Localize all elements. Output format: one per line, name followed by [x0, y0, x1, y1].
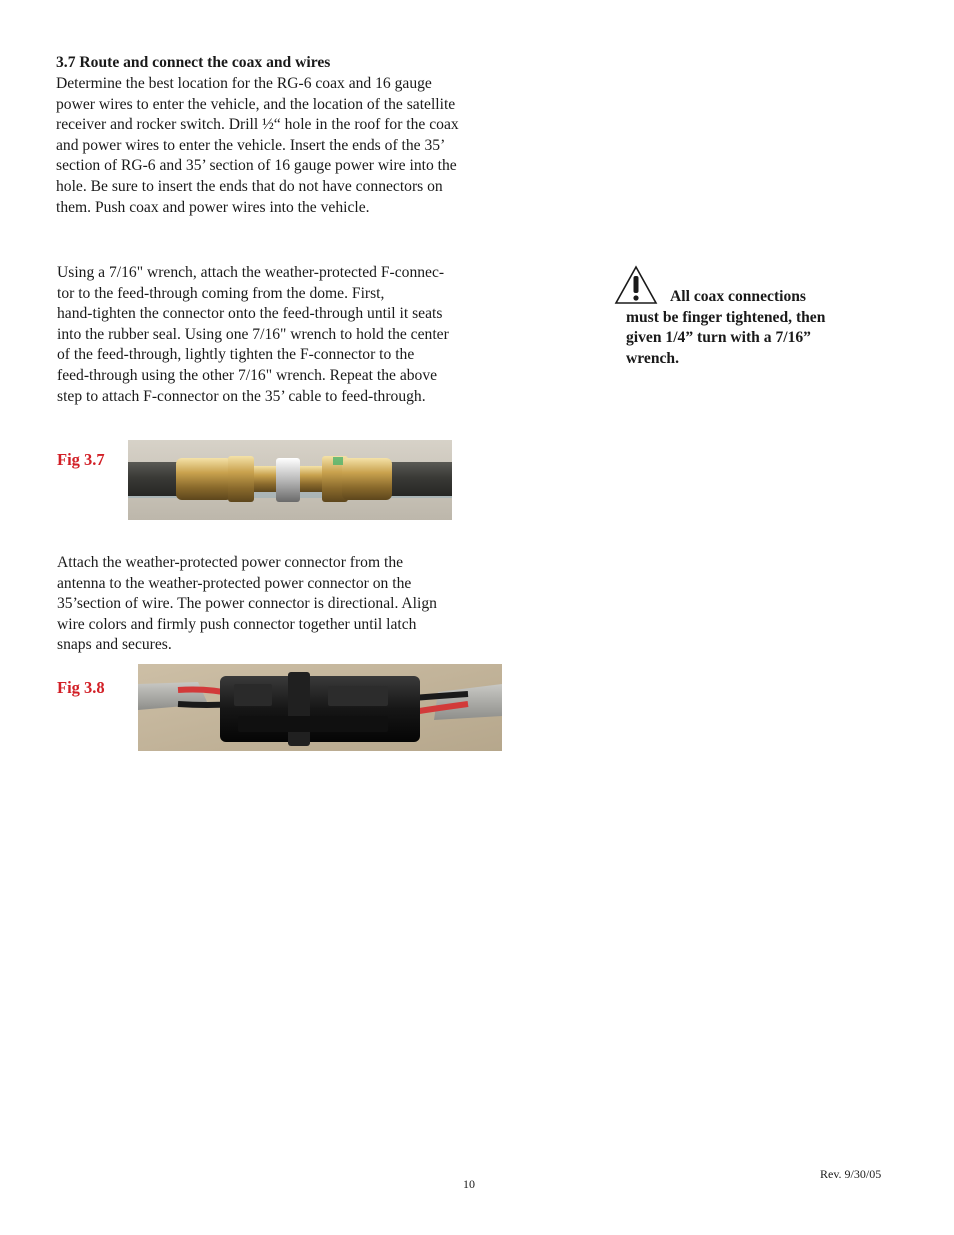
text-line: receiver and rocker switch. Drill ½“ hole in the roof for the coax [56, 116, 459, 134]
text-line: Using a 7/16" wrench, attach the weather-protected F-connec- [57, 264, 445, 281]
section-heading: 3.7 Route and connect the coax and wires [56, 54, 331, 71]
paragraph-power-connector [57, 553, 517, 656]
text-line: Attach the weather-protected power connector from the [57, 554, 404, 571]
text-line: of the feed-through, lightly tighten the F-connector to the [57, 346, 415, 364]
warning-line: wrench. [626, 349, 679, 367]
text-line: hole. Be sure to insert the ends that do not have connectors on [56, 177, 443, 195]
text-line: tor to the feed-through coming from the dome. First, [57, 284, 385, 302]
text-line: wire colors and firmly push connector together until latch [57, 615, 417, 633]
text-line: power wires to enter the vehicle, and the location of the satellite [56, 95, 456, 113]
text-line: section of RG-6 and 35’ section of 16 gauge power wire into the [56, 157, 457, 175]
fig-3-8-photo [138, 664, 502, 751]
warning-line: All coax connections [670, 288, 807, 305]
paragraph-route [56, 74, 516, 218]
page-number: 10 [463, 1177, 475, 1191]
text-line: them. Push coax and power wires into the vehicle. [56, 198, 370, 216]
text-line: feed-through using the other 7/16" wrench. Repeat the above [57, 366, 438, 384]
text-line: and power wires to enter the vehicle. Insert the ends of the 35’ [56, 136, 446, 154]
fig-3-8-label: Fig 3.8 [57, 678, 105, 697]
warning-line: given 1/4” turn with a 7/16” [626, 329, 811, 347]
text-line: hand-tighten the connector onto the feed-through until it seats [57, 305, 443, 323]
fig-3-7-label: Fig 3.7 [57, 450, 105, 469]
warning-note [626, 287, 866, 369]
warning-line: must be finger tightened, then [626, 308, 826, 326]
text-line: snaps and secures. [57, 636, 172, 654]
text-line: Determine the best location for the RG-6 coax and 16 gauge [56, 75, 432, 92]
text-line: step to attach F-connector on the 35’ cable to feed-through. [57, 387, 426, 405]
text-line: 35’section of wire. The power connector is directional. Align [57, 595, 437, 613]
text-line: into the rubber seal. Using one 7/16" wrench to hold the center [57, 325, 449, 343]
text-line: antenna to the weather-protected power connector on the [57, 574, 412, 592]
fig-3-7-photo [128, 440, 452, 520]
paragraph-f-connector [57, 263, 517, 407]
revision-date: Rev. 9/30/05 [820, 1167, 882, 1181]
